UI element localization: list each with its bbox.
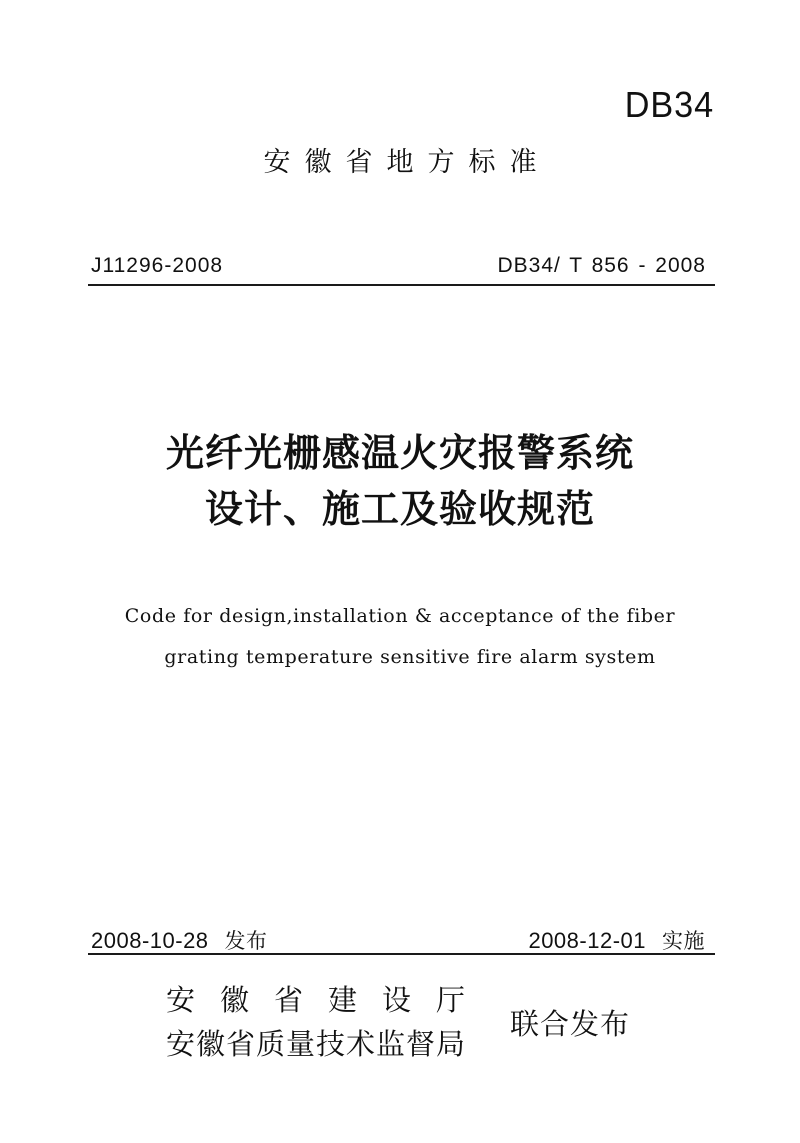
standard-type: 安徽省地方标准 <box>263 147 551 178</box>
record-number: J11296-2008 <box>91 254 224 277</box>
title-zh-line-1: 光纤光栅感温火灾报警系统 <box>165 431 634 475</box>
implement-date: 2008-12-01 <box>528 928 646 953</box>
top-divider <box>88 284 715 286</box>
issue-label: 发布 <box>224 929 268 953</box>
issuer-construction-department: 安徽省建设厅 <box>166 983 491 1017</box>
issue-date-block <box>91 925 268 955</box>
issuer-quality-bureau: 安徽省质量技术监督局 <box>166 1027 467 1061</box>
title-zh-line-2: 设计、施工及验收规范 <box>204 487 595 531</box>
issue-date: 2008-10-28 <box>91 928 209 953</box>
standard-code: DB34 <box>624 84 714 125</box>
implement-date-block <box>528 925 705 955</box>
bottom-divider <box>88 953 715 955</box>
implement-label: 实施 <box>662 929 705 953</box>
joint-issue-label: 联合发布 <box>510 1007 631 1041</box>
title-en-line-1: Code for design,installation & acceptance of the fiber <box>124 605 676 627</box>
standard-number: DB34/ T 856 - 2008 <box>497 254 706 277</box>
title-en-line-2: grating temperature sensitive fire alarm system <box>164 646 656 668</box>
